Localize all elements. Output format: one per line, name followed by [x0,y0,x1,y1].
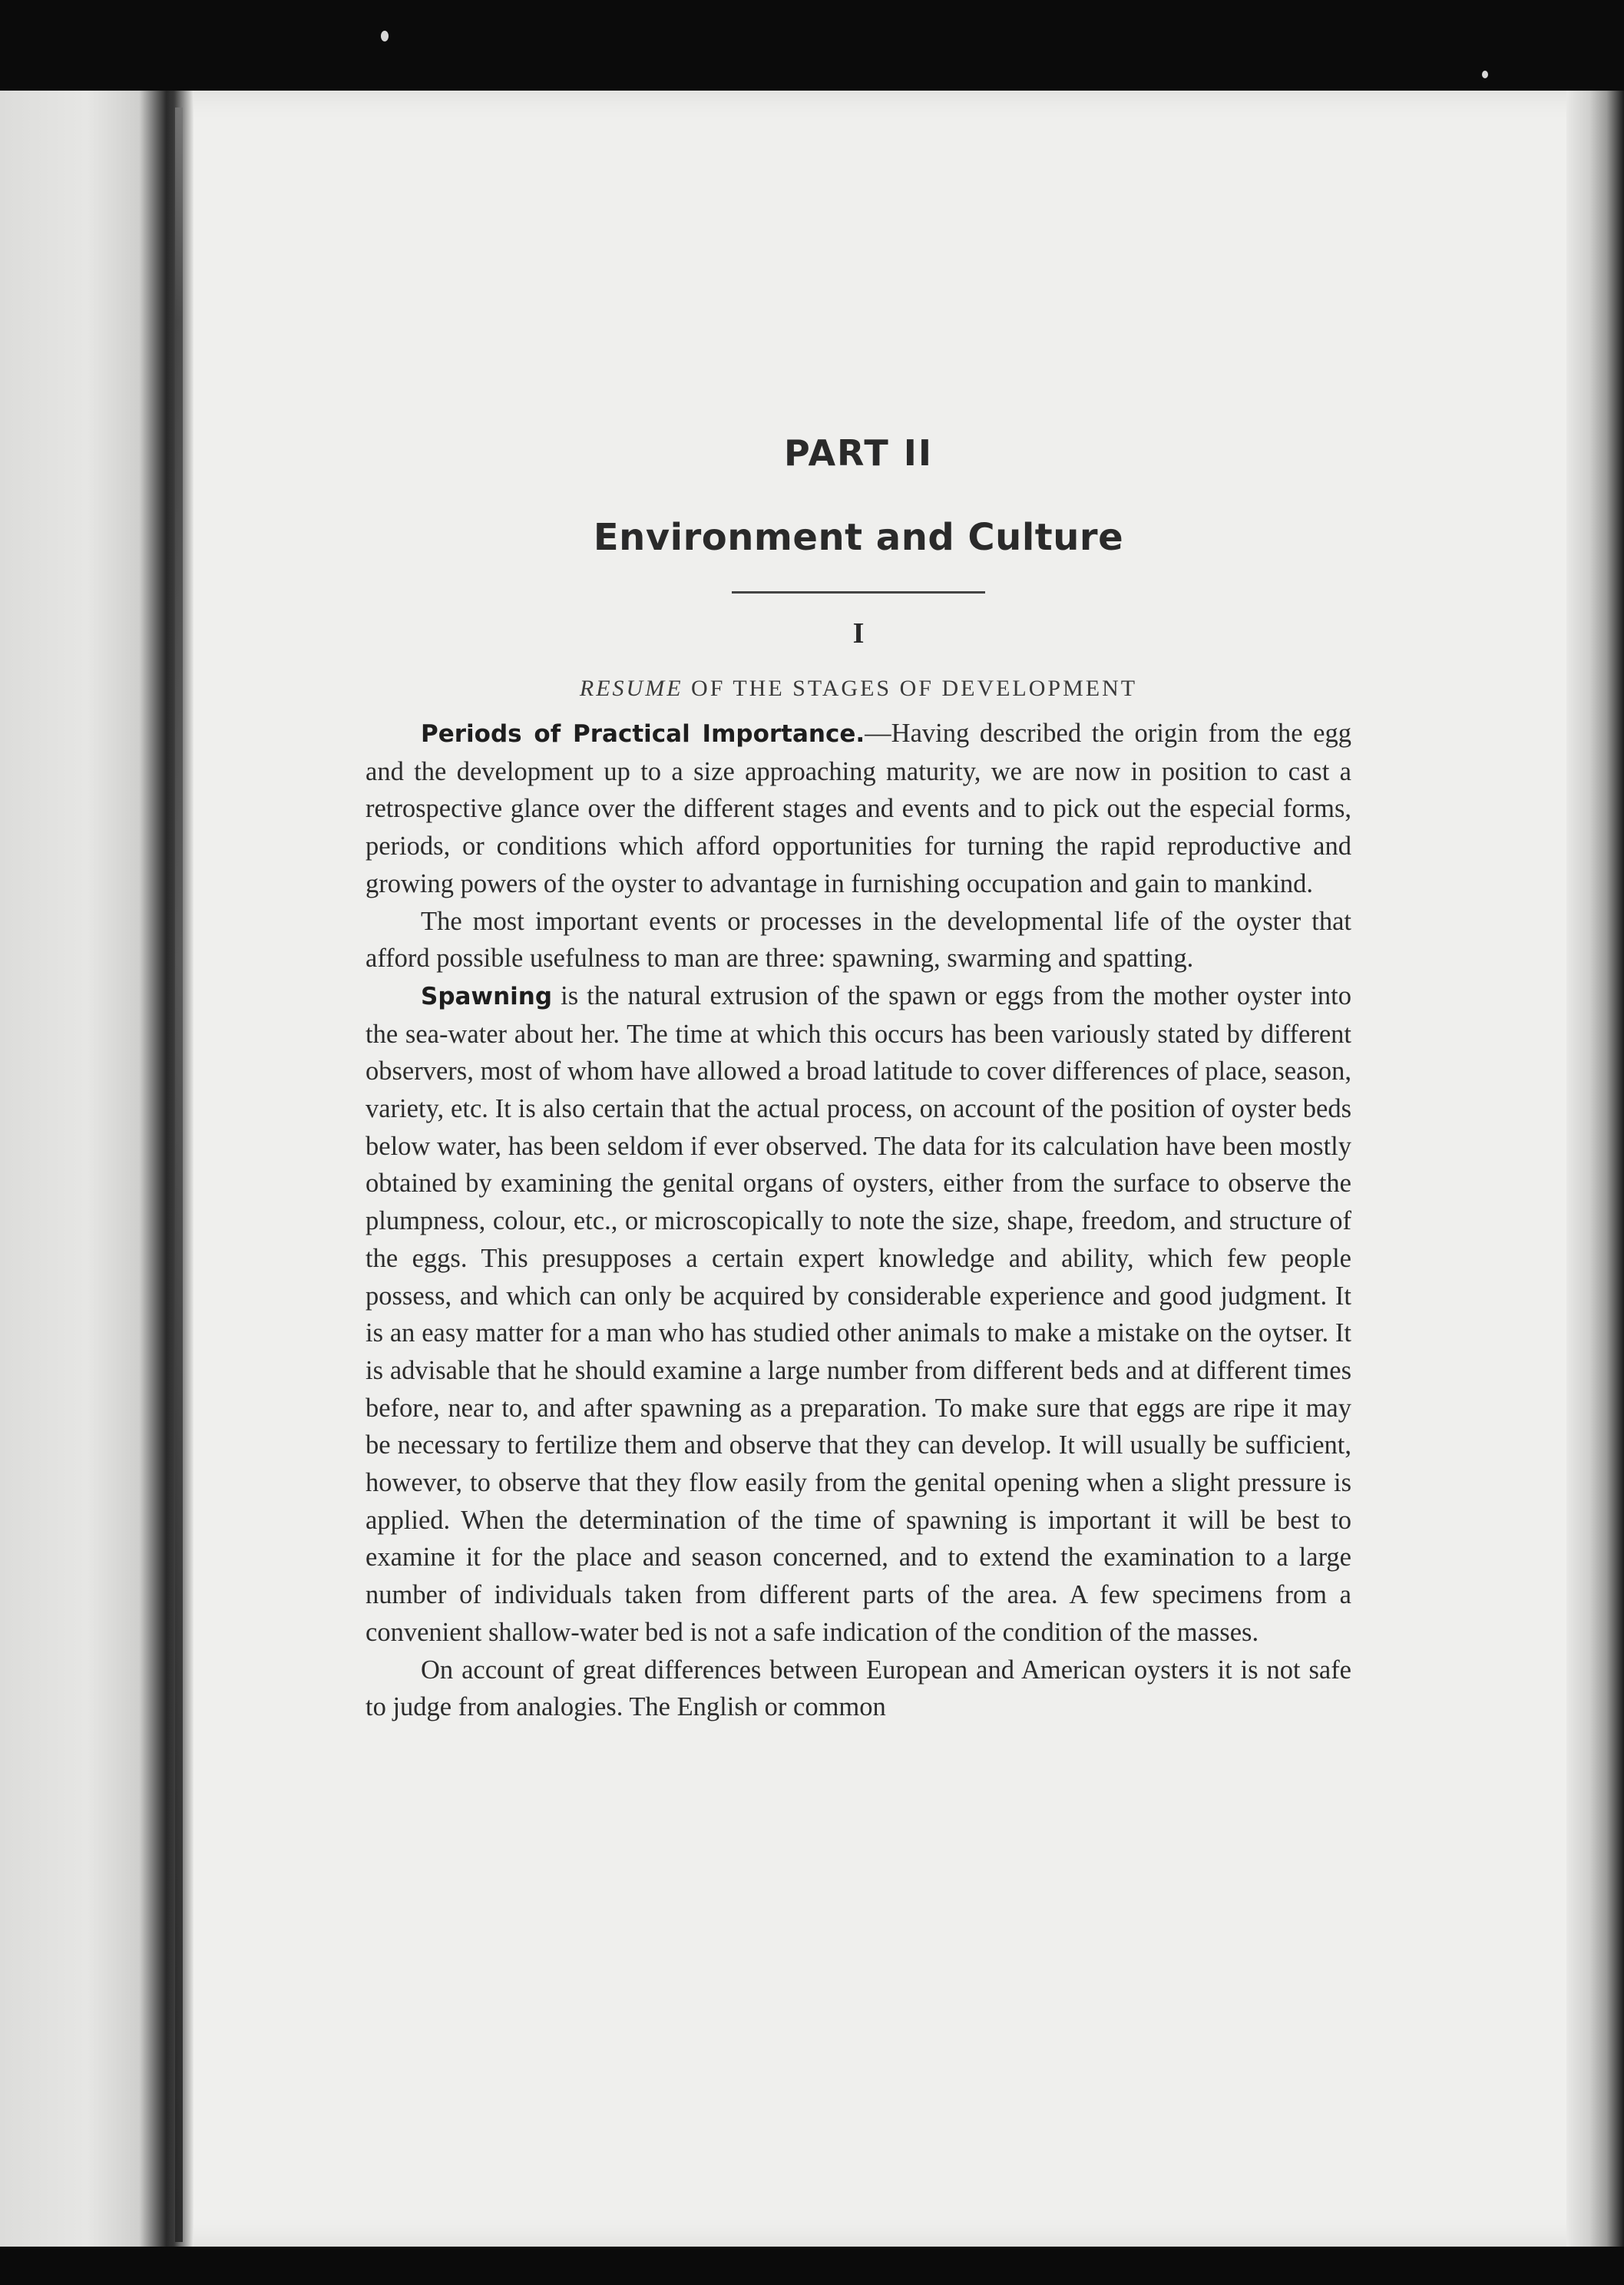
paragraph [365,1652,1351,1726]
paragraph-text: is the natural extrusion of the spawn or eggs from the mother oyster into the sea-water about her. The time at which this occurs has been variously stated by different observers, most of whom have allowed a broad latitude to cover differences of place, season, variety, etc. It is also certain that the actual process, on account of the position of oyster beds below water, has been seldom if ever observed. The data for its calculation have been mostly obtained by examining the genital organs of oysters, either from the surface to observe the plumpness, colour, etc., or microscopically to note the size, shape, freedom, and structure of the eggs. This presupposes a certain expert knowledge and ability, which few people possess, and which can only be acquired by considerable experience and good judgment. It is an easy matter for a man who has studied other animals to make a mistake on the oytser. It is advisable that he should examine a large number from different beds and at different times before, near to, and after spawning as a preparation. To make sure that eggs are ripe it may be necessary to fertilize them and observe that they can develop. It will usually be sufficient, however, to observe that they flow easily from the genital opening when a slight pressure is applied. When the determination of the time of spawning is important it will be best to examine it for the place and season concerned, and to extend the examination to a large number of individuals taken from different parts of the area. A few specimens from a convenient shallow-water bed is not a safe indication of the condition of the masses. [365,980,1351,1647]
chapter-title [365,673,1351,704]
chapter-number: I [852,617,865,650]
book-spine [0,91,193,2247]
page-right-edge [1566,91,1624,2247]
part-heading: PART II [783,432,934,474]
scan-speck [1482,71,1488,78]
body-text [365,715,1351,1726]
chapter-title-rest: OF THE STAGES OF DEVELOPMENT [683,676,1138,701]
paragraph-text: On account of great differences between European and American oysters it is not safe to judge from analogies. The English or common [365,1655,1351,1722]
paragraph-lead: Spawning [421,982,553,1010]
paragraph [365,903,1351,977]
paragraph-text: —Having described the origin from the egg and the development up to a size approaching maturity, we are now in position to cast a retrospective glance over the different stages and events and to pick out the especial forms, periods, or conditions which afford opportunities for turning the rapid reproductive and growing powers of the oyster to advantage in furnishing occupation and gain to mankind. [365,719,1351,898]
scan-speck [381,31,389,41]
divider-rule [732,591,985,594]
page-content [365,430,1351,1726]
paragraph-lead: Periods of Practical Importance. [421,720,865,748]
part-subtitle: Environment and Culture [593,516,1124,559]
paragraph [365,715,1351,903]
chapter-title-italic: RESUME [579,676,683,701]
paragraph [365,977,1351,1652]
paragraph-text: The most important events or processes in the developmental life of the oyster that afford possible usefulness to man are three: spawning, swarming and spatting. [365,906,1351,974]
binding-shadow [175,107,183,2242]
